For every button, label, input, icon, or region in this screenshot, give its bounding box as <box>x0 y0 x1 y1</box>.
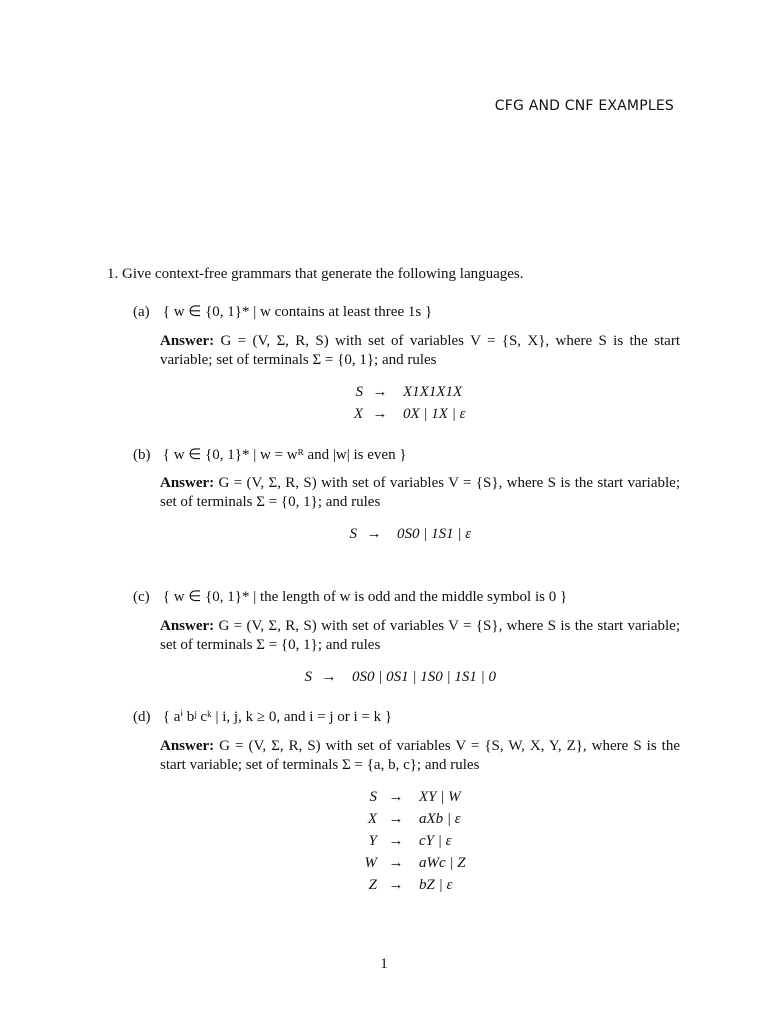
rule-lhs: S <box>349 526 357 542</box>
rule-arrow: → <box>321 669 337 685</box>
rule-lhs: S <box>369 789 377 805</box>
part-c-answer <box>160 617 680 655</box>
rule-lhs: X <box>367 811 377 827</box>
part-d-answer-text: G = (V, Σ, R, S) with set of variables V = {S, W, X, Y, Z}, where S is the start variable; set of terminals Σ = {a, b, c}; and rules <box>160 738 680 773</box>
part-b-language <box>133 445 679 464</box>
rule-rhs: aXb | ε <box>419 811 461 827</box>
rule-row <box>0 406 768 428</box>
rule-rhs: 0X | 1X | ε <box>403 406 466 422</box>
rule-row <box>0 526 768 548</box>
rule-arrow: → <box>388 811 404 827</box>
rule-row <box>0 833 768 855</box>
part-b-label: (b) <box>133 447 151 463</box>
rule-arrow: → <box>388 833 404 849</box>
part-a-language <box>133 302 679 321</box>
rule-rhs: bZ | ε <box>419 877 453 893</box>
rule-row <box>0 669 768 691</box>
rule-row <box>0 855 768 877</box>
rule-lhs: Y <box>368 833 377 849</box>
part-c-label: (c) <box>133 589 150 605</box>
part-b-language-text: { w ∈ {0, 1}* | w = wᴿ and |w| is even } <box>162 447 407 463</box>
rule-arrow: → <box>372 406 388 422</box>
page-number: 1 <box>380 956 388 972</box>
part-d-answer <box>160 737 680 775</box>
rule-lhs: W <box>364 855 377 871</box>
rule-arrow: → <box>372 384 388 400</box>
part-c-language-text: { w ∈ {0, 1}* | the length of w is odd and the middle symbol is 0 } <box>162 589 568 605</box>
rule-lhs: Z <box>368 877 377 893</box>
part-d-language <box>133 707 679 726</box>
part-d-language-text: { aⁱ bʲ cᵏ | i, j, k ≥ 0, and i = j or i = k } <box>162 709 393 725</box>
rule-rhs: 0S0 | 0S1 | 1S0 | 1S1 | 0 <box>352 669 496 685</box>
part-d-label: (d) <box>133 709 151 725</box>
question-1-prompt: 1. Give context-free grammars that generate the following languages. <box>107 266 524 282</box>
rule-arrow: → <box>388 855 404 871</box>
part-c-answer-label: Answer: <box>160 618 215 634</box>
part-c-language <box>133 587 679 606</box>
rule-lhs: X <box>353 406 363 422</box>
rule-arrow: → <box>388 789 404 805</box>
part-b-answer <box>160 474 680 512</box>
part-a-label: (a) <box>133 304 150 320</box>
part-c-answer-text: G = (V, Σ, R, S) with set of variables V = {S}, where S is the start variable; set of terminals Σ = {0, 1}; and rules <box>160 618 681 653</box>
rule-lhs: S <box>304 669 312 685</box>
rule-row <box>0 789 768 811</box>
part-a-answer <box>160 332 680 370</box>
rule-lhs: S <box>355 384 363 400</box>
part-d-rules <box>0 789 768 899</box>
rule-rhs: X1X1X1X <box>403 384 463 400</box>
rule-arrow: → <box>366 526 382 542</box>
rule-rhs: cY | ε <box>419 833 452 849</box>
rule-row <box>0 384 768 406</box>
rule-arrow: → <box>388 877 404 893</box>
rule-row <box>0 811 768 833</box>
part-a-answer-label: Answer: <box>160 333 215 349</box>
part-a-answer-text: G = (V, Σ, R, S) with set of variables V = {S, X}, where S is the start variable; set of terminals Σ = {0, 1}; and rules <box>160 333 680 368</box>
rule-row <box>0 877 768 899</box>
rule-rhs: aWc | Z <box>419 855 466 871</box>
part-d-answer-label: Answer: <box>160 738 215 754</box>
page-header-title: CFG AND CNF EXAMPLES <box>494 98 674 114</box>
part-b-answer-text: G = (V, Σ, R, S) with set of variables V = {S}, where S is the start variable; set of terminals Σ = {0, 1}; and rules <box>160 475 681 510</box>
part-a-rules <box>0 384 768 428</box>
part-b-rules <box>0 526 768 548</box>
part-b-answer-label: Answer: <box>160 475 215 491</box>
part-a-language-text: { w ∈ {0, 1}* | w contains at least three 1s } <box>162 304 433 320</box>
rule-rhs: XY | W <box>419 789 461 805</box>
part-c-rules <box>0 669 768 691</box>
rule-rhs: 0S0 | 1S1 | ε <box>397 526 472 542</box>
